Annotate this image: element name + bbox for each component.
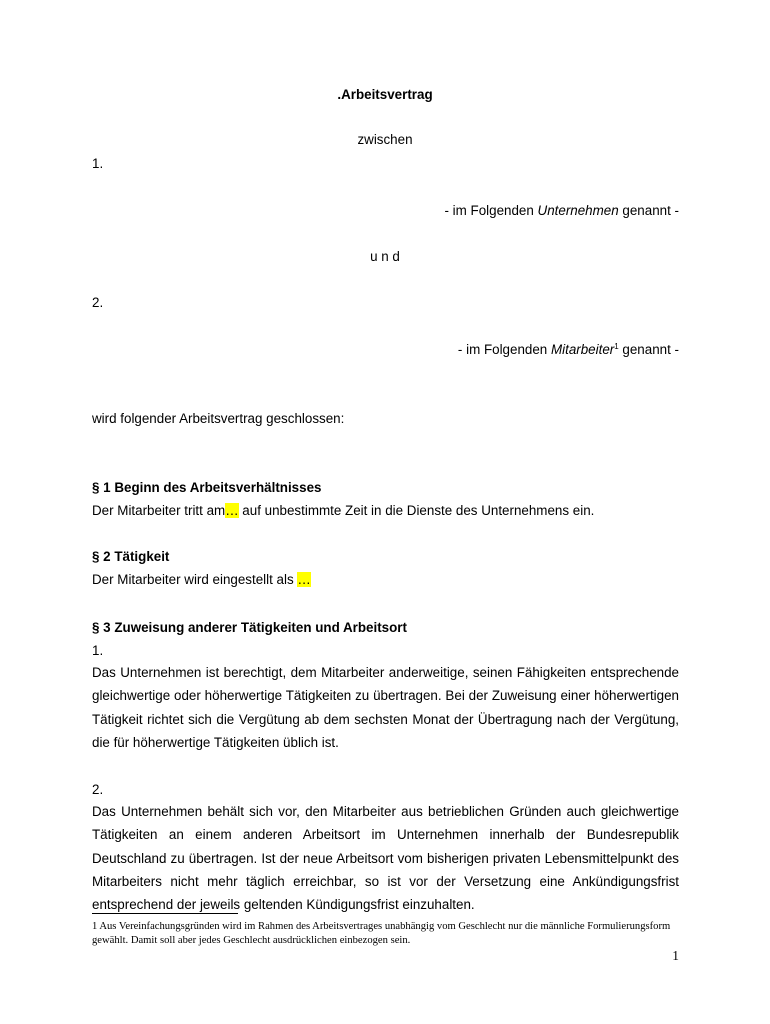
footnote-ref[interactable]: 1: [614, 342, 619, 351]
s3-p2-text: Das Unternehmen behält sich vor, den Mitarbeiter aus betrieblichen Gründen auch gleichwertige Tätigkeiten an einem anderen Arbeitsort im Unternehmen innerhalb der Bundesrepublik Deutschland zu übertragen. Ist der neue Arbeitsort vom bisherigen privaten Lebensmittelpunkt des Mitarbeiters nicht mehr täglich erreichbar, so ist vor der Versetzung eine Ankündigungsfrist entsprechend der jeweils geltenden Kündigungsfrist einzuhalten.: [92, 804, 679, 913]
intro-text: wird folgender Arbeitsvertrag geschlossen:: [92, 411, 345, 426]
s3-heading: § 3 Zuweisung anderer Tätigkeiten und Arbeitsort: [92, 620, 407, 635]
document-title: .Arbeitsvertrag: [337, 87, 433, 102]
party1-number: 1.: [92, 156, 104, 171]
s3-p2-number: 2.: [92, 782, 104, 797]
party1-role-pre: - im Folgenden: [444, 203, 538, 218]
s1-placeholder[interactable]: …: [225, 503, 239, 518]
party2-role-term: Mitarbeiter: [550, 342, 615, 357]
s2-text: [92, 572, 311, 587]
party2-role-pre: - im Folgenden: [457, 342, 551, 357]
s3-p1-text: Das Unternehmen ist berechtigt, dem Mitarbeiter anderweitige, seinen Fähigkeiten entsprechende gleichwertige oder höherwertige Tätigkeiten zu übertragen. Bei der Zuweisung einer höherwertigen Tätigkeit richtet sich die Vergütung ab dem sechsten Monat der Übertragung nach der Vergütung, die für höherwertige Tätigkeiten üblich ist.: [92, 665, 679, 750]
s2-placeholder[interactable]: …: [297, 572, 311, 587]
page-number: 1: [672, 948, 679, 963]
s2-heading: § 2 Tätigkeit: [92, 549, 170, 564]
party2-role-post: genannt -: [618, 342, 679, 357]
between-label: zwischen: [357, 132, 413, 147]
party1-role-term: Unternehmen: [537, 203, 619, 218]
party1-role-post: genannt -: [618, 203, 679, 218]
s1-text-post: auf unbestimmte Zeit in die Dienste des Unternehmens ein.: [238, 503, 595, 518]
s2-text-pre: Der Mitarbeiter wird eingestellt als: [92, 572, 298, 587]
and-label: u n d: [370, 249, 400, 264]
footnote-text: 1 Aus Vereinfachungsgründen wird im Rahmen des Arbeitsvertrages unabhängig vom Geschlecht nur die männliche Formulierungsform gewählt. Damit soll aber jedes Geschlecht ausdrücklichen einbezogen sein.: [92, 921, 671, 946]
s1-text-pre: Der Mitarbeiter tritt am: [92, 503, 226, 518]
party1-role: [445, 203, 680, 218]
s3-p1-number: 1.: [92, 643, 104, 658]
s1-heading: § 1 Beginn des Arbeitsverhältnisses: [92, 480, 322, 495]
party2-role: [458, 342, 679, 357]
party2-number: 2.: [92, 295, 104, 310]
s1-text: [92, 503, 594, 518]
footnote-separator: [92, 913, 238, 914]
